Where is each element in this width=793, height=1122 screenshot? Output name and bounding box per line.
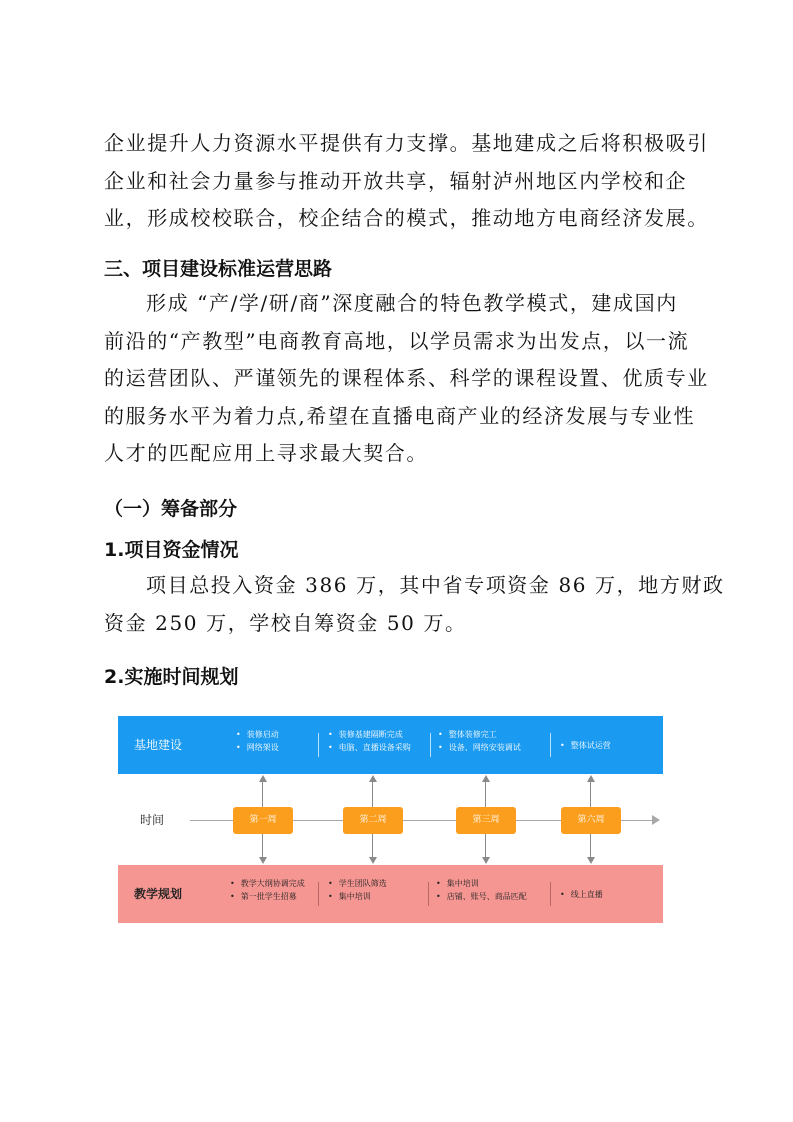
connector-line [485,834,486,858]
connector-line [485,782,486,807]
text-line: 的运营团队、严谨领先的课程体系、科学的课程设置、优质专业 [104,366,709,390]
teaching-cell [560,888,603,901]
teaching-band [118,865,663,923]
connector-line [262,782,263,807]
text-line: 人才的匹配应用上寻求最大契合。 [104,441,428,465]
teaching-band-title: 教学规划 [134,887,183,901]
bullet-item: • 线上直播 [560,888,603,901]
bullet-item: • 教学大纲协调完成 [230,877,305,890]
text-line: 的服务水平为着力点,希望在直播电商产业的经济发展与专业性 [104,403,696,428]
arrow-up-icon [259,775,267,782]
bullet-item: • 装修启动 [236,728,279,741]
column-separator [430,733,431,757]
arrow-up-icon [482,775,490,782]
bullet-item: • 电脑、直播设备采购 [328,741,411,754]
bullet-item: • 学生团队筛选 [328,877,387,890]
bullet-item: • 集中培训 [328,890,387,903]
column-separator [318,733,319,757]
bullet-item: • 集中培训 [436,877,527,890]
intro-paragraph [104,125,709,238]
item-heading: 1.项目资金情况 [104,539,239,561]
connector-line [262,834,263,858]
text-line: 项目总投入资金 386 万，其中省专项资金 86 万，地方财政 [146,573,725,597]
text-line: 企业提升人力资源水平提供有力支撑。基地建成之后将积极吸引 [104,131,709,155]
construction-cell [236,728,279,754]
teaching-cell [436,877,527,903]
bullet-item: • 装修基建隔断完成 [328,728,411,741]
section-heading: 三、项目建设标准运营思路 [104,258,333,280]
week-marker: 第六周 [561,807,621,834]
teaching-cell [230,877,305,903]
column-separator [318,882,319,906]
item-heading: 2.实施时间规划 [104,666,239,688]
column-separator [550,882,551,906]
bullet-item: • 设备、网络安装调试 [438,741,521,754]
connector-line [590,782,591,807]
arrow-down-icon [587,857,595,864]
week-marker: 第一周 [233,807,293,834]
text-line: 资金 250 万，学校自筹资金 50 万。 [104,610,467,635]
bullet-item: • 整体装修完工 [438,728,521,741]
bullet-item: • 店铺、账号、商品匹配 [436,890,527,903]
connector-line [590,834,591,858]
text-line: 业，形成校校联合，校企结合的模式，推动地方电商经济发展。 [104,206,709,230]
connector-line [372,782,373,807]
column-separator [428,882,429,906]
connector-line [372,834,373,858]
construction-cell [328,728,411,754]
teaching-cell [328,877,387,903]
time-axis-arrow-icon [652,815,660,825]
construction-band [118,716,663,774]
funding-paragraph [104,567,725,642]
text-line: 形成 “产/学/研/商”深度融合的特色教学模式，建成国内 [146,291,678,315]
week-marker: 第二周 [343,807,403,834]
text-line: 前沿的“产教型”电商教育高地，以学员需求为出发点，以一流 [104,328,690,353]
bullet-item: • 整体试运营 [560,739,611,752]
bullet-item: • 网络架设 [236,741,279,754]
section-paragraph [104,285,709,473]
text-line: 企业和社会力量参与推动开放共享，辐射泸州地区内学校和企 [104,168,688,193]
timeline-figure [118,716,663,924]
time-axis-label: 时间 [140,813,165,827]
column-separator [550,733,551,757]
construction-cell [560,739,611,752]
bullet-item: • 第一批学生招募 [230,890,305,903]
arrow-up-icon [369,775,377,782]
construction-band-title: 基地建设 [134,738,183,752]
construction-cell [438,728,521,754]
subsection-heading: （一）筹备部分 [104,498,238,520]
arrow-up-icon [587,775,595,782]
week-marker: 第三周 [456,807,516,834]
arrow-down-icon [369,857,377,864]
arrow-down-icon [482,857,490,864]
arrow-down-icon [259,857,267,864]
